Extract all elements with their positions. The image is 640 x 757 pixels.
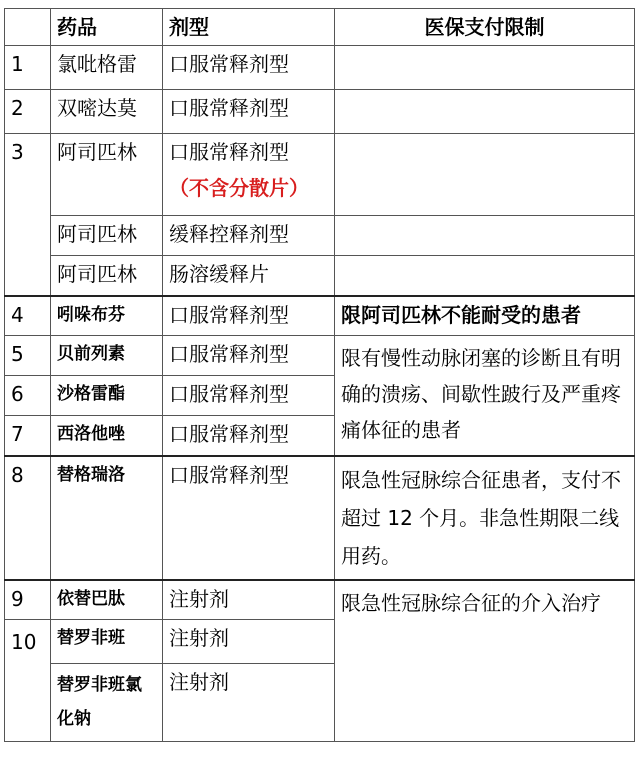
payment-limit-group: 限有慢性动脉闭塞的诊断且有明确的溃疡、间歇性跛行及严重疼痛体征的患者	[335, 336, 635, 456]
drug-name: 贝前列素	[51, 336, 163, 376]
dosage-form: 口服常释剂型	[163, 416, 335, 456]
dosage-form: 口服常释剂型	[163, 336, 335, 376]
table-row	[5, 336, 635, 376]
dosage-form: 口服常释剂型	[163, 46, 335, 90]
table-header-row	[5, 9, 635, 46]
dosage-form: 口服常释剂型	[163, 90, 335, 134]
table-row	[5, 134, 635, 216]
dosage-form: 口服常释剂型	[163, 296, 335, 336]
row-number	[5, 256, 51, 296]
row-number: 7	[5, 416, 51, 456]
dosage-form: 注射剂	[163, 664, 335, 742]
payment-limit: 限急性冠脉综合征患者，支付不超过 12 个月。非急性期限二线用药。	[335, 456, 635, 580]
payment-limit	[335, 216, 635, 256]
drug-name: 西洛他唑	[51, 416, 163, 456]
dosage-form	[163, 134, 335, 216]
drug-name: 替格瑞洛	[51, 456, 163, 580]
table-row	[5, 46, 635, 90]
drug-name: 替罗非班氯化钠	[51, 664, 163, 742]
row-number: 1	[5, 46, 51, 90]
dosage-form: 注射剂	[163, 620, 335, 664]
table-row	[5, 256, 635, 296]
row-number: 4	[5, 296, 51, 336]
payment-limit	[335, 256, 635, 296]
drug-reimbursement-table	[4, 8, 635, 742]
table-row	[5, 456, 635, 580]
payment-limit-group: 限急性冠脉综合征的介入治疗	[335, 580, 635, 742]
row-number	[5, 664, 51, 742]
table-row	[5, 90, 635, 134]
row-number: 2	[5, 90, 51, 134]
drug-name: 氯吡格雷	[51, 46, 163, 90]
dosage-form: 口服常释剂型	[163, 376, 335, 416]
row-number: 8	[5, 456, 51, 580]
payment-limit	[335, 46, 635, 90]
dosage-form: 口服常释剂型	[163, 456, 335, 580]
header-number	[5, 9, 51, 46]
row-number: 10	[5, 620, 51, 664]
header-drug: 药品	[51, 9, 163, 46]
row-number	[5, 216, 51, 256]
dosage-form-note: （不含分散片）	[169, 176, 309, 200]
row-number: 5	[5, 336, 51, 376]
drug-name: 替罗非班	[51, 620, 163, 664]
table-row	[5, 296, 635, 336]
drug-name: 依替巴肽	[51, 580, 163, 620]
header-limit: 医保支付限制	[335, 9, 635, 46]
dosage-form: 注射剂	[163, 580, 335, 620]
payment-limit: 限阿司匹林不能耐受的患者	[335, 296, 635, 336]
row-number: 6	[5, 376, 51, 416]
drug-name: 双嘧达莫	[51, 90, 163, 134]
dosage-form: 缓释控释剂型	[163, 216, 335, 256]
table-row	[5, 580, 635, 620]
table-row	[5, 216, 635, 256]
drug-name: 阿司匹林	[51, 256, 163, 296]
drug-name: 吲哚布芬	[51, 296, 163, 336]
drug-name: 沙格雷酯	[51, 376, 163, 416]
row-number: 3	[5, 134, 51, 216]
drug-name: 阿司匹林	[51, 134, 163, 216]
dosage-form: 肠溶缓释片	[163, 256, 335, 296]
payment-limit	[335, 90, 635, 134]
row-number: 9	[5, 580, 51, 620]
payment-limit	[335, 134, 635, 216]
header-form: 剂型	[163, 9, 335, 46]
dosage-form-text: 口服常释剂型	[169, 140, 289, 164]
drug-name: 阿司匹林	[51, 216, 163, 256]
